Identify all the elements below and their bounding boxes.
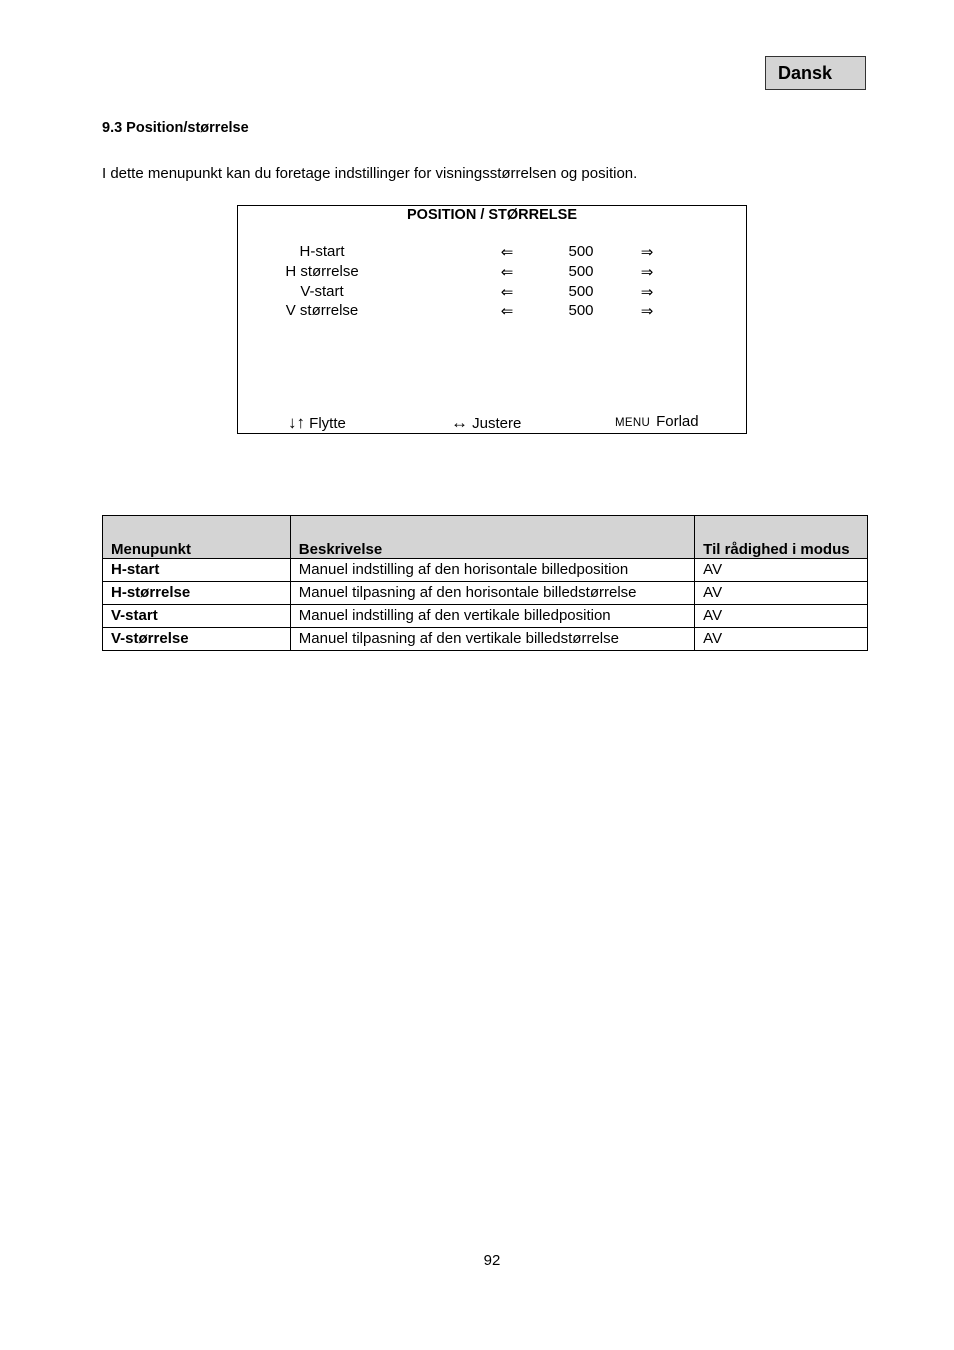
menu-key-label: MENU xyxy=(615,417,651,429)
right-arrow-icon: ⇒ xyxy=(640,264,654,281)
right-arrow-icon: ⇒ xyxy=(640,303,654,320)
table-cell-mode: AV xyxy=(695,628,868,651)
table-header-row xyxy=(103,516,868,559)
up-down-arrow-icon: ↓↑ xyxy=(288,413,305,432)
menu-items-table xyxy=(102,515,868,651)
adjust-label: Justere xyxy=(472,415,522,432)
column-header-mode: Til rådighed i modus xyxy=(695,516,868,559)
osd-row-label: H-start xyxy=(299,243,345,260)
osd-row-value: 500 xyxy=(568,243,594,260)
table-row xyxy=(103,628,868,651)
osd-row-label: H størrelse xyxy=(285,263,359,280)
table-row xyxy=(103,582,868,605)
osd-row-value: 500 xyxy=(568,283,594,300)
column-header-menupunkt: Menupunkt xyxy=(103,516,291,559)
table-cell-mode: AV xyxy=(695,605,868,628)
left-arrow-icon: ⇐ xyxy=(500,284,514,301)
section-heading: 9.3 Position/størrelse xyxy=(102,120,249,136)
table-row xyxy=(103,559,868,582)
table-cell-description: Manuel indstilling af den horisontale billedposition xyxy=(290,559,694,582)
osd-row-label: V-start xyxy=(300,283,344,300)
language-tab: Dansk xyxy=(765,56,866,90)
table-cell-name: H-størrelse xyxy=(103,582,291,605)
osd-row-h-start xyxy=(238,243,746,263)
page-number: 92 xyxy=(483,1252,501,1269)
table-row xyxy=(103,605,868,628)
osd-row-value: 500 xyxy=(568,302,594,319)
table-cell-mode: AV xyxy=(695,582,868,605)
right-arrow-icon: ⇒ xyxy=(640,244,654,261)
table-cell-description: Manuel tilpasning af den vertikale billedstørrelse xyxy=(290,628,694,651)
osd-row-h-size xyxy=(238,263,746,283)
move-label: Flytte xyxy=(309,415,346,432)
table-cell-name: H-start xyxy=(103,559,291,582)
exit-label: Forlad xyxy=(656,413,699,430)
table-cell-description: Manuel tilpasning af den horisontale billedstørrelse xyxy=(290,582,694,605)
osd-row-v-start xyxy=(238,283,746,303)
intro-paragraph: I dette menupunkt kan du foretage indstillinger for visningsstørrelsen og position. xyxy=(102,165,638,182)
left-arrow-icon: ⇐ xyxy=(500,244,514,261)
osd-row-v-size xyxy=(238,302,746,322)
osd-footer-exit xyxy=(615,413,699,430)
osd-footer-adjust xyxy=(451,413,521,433)
column-header-beskrivelse: Beskrivelse xyxy=(290,516,694,559)
osd-menu-title: POSITION / STØRRELSE xyxy=(407,207,577,223)
osd-footer-move xyxy=(288,413,346,433)
left-right-arrow-icon: ↔ xyxy=(451,413,468,432)
osd-row-value: 500 xyxy=(568,263,594,280)
osd-row-label: V størrelse xyxy=(285,302,359,319)
left-arrow-icon: ⇐ xyxy=(500,303,514,320)
right-arrow-icon: ⇒ xyxy=(640,284,654,301)
left-arrow-icon: ⇐ xyxy=(500,264,514,281)
table-cell-name: V-størrelse xyxy=(103,628,291,651)
table-cell-description: Manuel indstilling af den vertikale billedposition xyxy=(290,605,694,628)
table-cell-mode: AV xyxy=(695,559,868,582)
osd-menu-box xyxy=(237,205,747,434)
table-cell-name: V-start xyxy=(103,605,291,628)
